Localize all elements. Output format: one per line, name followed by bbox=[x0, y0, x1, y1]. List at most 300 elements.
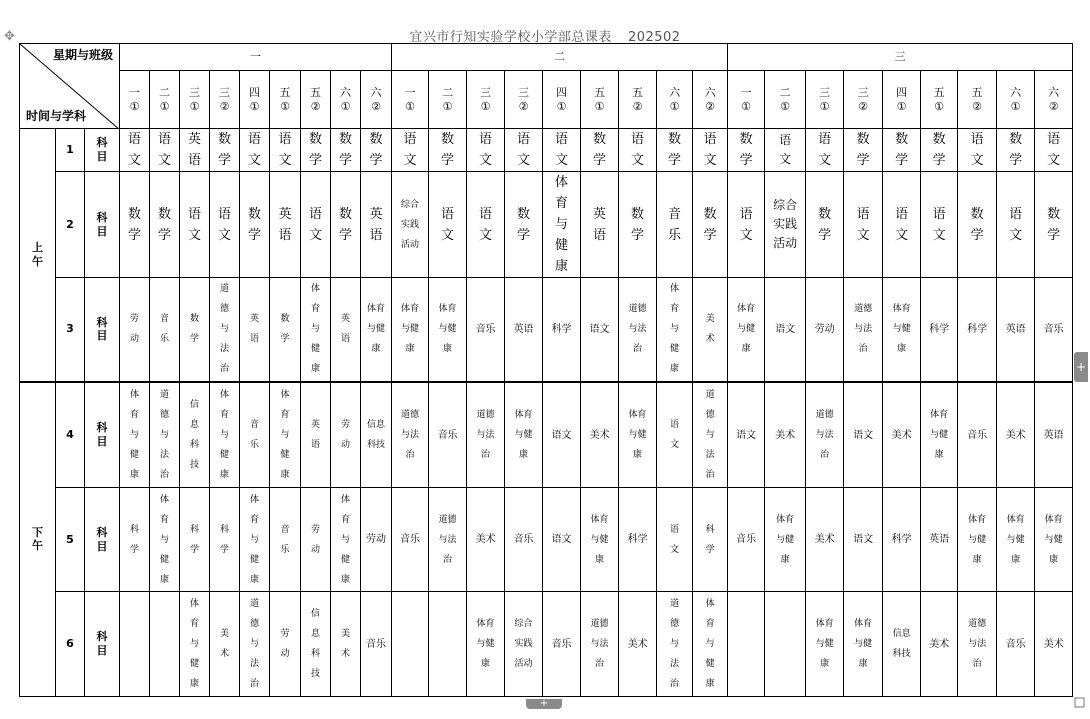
corner-bottom-label: 时间与学科 bbox=[26, 109, 87, 123]
subject-cell[interactable] bbox=[728, 382, 765, 488]
subject-text: 语 文 bbox=[1009, 206, 1023, 243]
subject-text: 道德与法治 bbox=[815, 409, 834, 460]
subject-cell[interactable] bbox=[392, 172, 429, 278]
subject-cell[interactable] bbox=[844, 592, 883, 697]
subject-cell[interactable] bbox=[180, 488, 210, 592]
subject-text: 体育与健康 bbox=[590, 514, 609, 565]
subject-text: 体育与健康 bbox=[930, 409, 949, 460]
subject-cell[interactable] bbox=[467, 278, 505, 382]
subject-cell[interactable] bbox=[240, 488, 270, 592]
subject-cell[interactable] bbox=[429, 382, 467, 488]
subject-text: 语 文 bbox=[1047, 132, 1061, 168]
subject-text: 数 学 bbox=[190, 314, 200, 345]
class-grade: 五 bbox=[971, 85, 983, 99]
subject-cell[interactable] bbox=[958, 592, 997, 697]
class-grade: 二 bbox=[159, 85, 171, 99]
day-header: 一 bbox=[120, 44, 392, 71]
class-number: ② bbox=[858, 99, 869, 113]
subject-text: 语文 bbox=[551, 534, 572, 546]
subject-cell[interactable] bbox=[120, 129, 150, 172]
class-number: ① bbox=[442, 99, 453, 113]
subject-text: 信 息 科 技 bbox=[190, 399, 200, 470]
subject-text: 道 德 与 法 治 bbox=[705, 389, 715, 480]
subject-text: 语 文 bbox=[670, 524, 680, 555]
subject-cell[interactable] bbox=[270, 382, 301, 488]
subject-cell[interactable] bbox=[806, 278, 844, 382]
subject-text: 美 术 bbox=[705, 314, 715, 345]
subject-text: 数 学 bbox=[339, 132, 353, 168]
subject-cell[interactable] bbox=[844, 382, 883, 488]
period-row bbox=[20, 278, 1073, 382]
subject-text: 体育与健康 bbox=[438, 304, 457, 355]
subject-cell[interactable] bbox=[958, 488, 997, 592]
subject-cell[interactable] bbox=[883, 129, 921, 172]
subject-text: 美术 bbox=[589, 429, 610, 441]
subject-cell[interactable] bbox=[270, 278, 301, 382]
subject-cell[interactable] bbox=[728, 592, 765, 697]
subject-text: 道 德 与 法 治 bbox=[250, 599, 260, 689]
subject-cell[interactable] bbox=[210, 488, 240, 592]
subject-text: 科 学 bbox=[705, 524, 715, 555]
subject-text: 数 学 bbox=[1009, 132, 1023, 168]
subject-text: 数 学 bbox=[703, 206, 717, 243]
subject-text: 英语 bbox=[1005, 324, 1026, 335]
subject-cell[interactable] bbox=[505, 129, 543, 172]
subject-cell[interactable] bbox=[240, 592, 270, 697]
subject-cell[interactable] bbox=[429, 592, 467, 697]
subject-text: 英 语 bbox=[278, 206, 292, 243]
subject-text: 体育与健康 bbox=[892, 304, 911, 355]
class-number: ② bbox=[705, 99, 716, 113]
subject-text: 语 文 bbox=[670, 419, 680, 450]
subject-cell[interactable] bbox=[619, 592, 657, 697]
subject-cell[interactable] bbox=[361, 172, 392, 278]
subject-cell[interactable] bbox=[210, 172, 240, 278]
subject-text: 英语 bbox=[513, 324, 534, 335]
subject-cell[interactable] bbox=[581, 488, 619, 592]
subject-cell[interactable] bbox=[1035, 278, 1073, 382]
subject-text: 语 文 bbox=[158, 132, 172, 168]
add-row-icon[interactable]: + bbox=[526, 699, 562, 709]
subject-text: 数 学 bbox=[369, 132, 383, 168]
subject-cell[interactable] bbox=[210, 129, 240, 172]
subject-cell[interactable] bbox=[392, 488, 429, 592]
subject-text: 体 育 与 健 康 bbox=[705, 599, 715, 689]
subject-text: 科 学 bbox=[130, 524, 140, 555]
subject-text: 数 学 bbox=[739, 132, 753, 168]
subject-text: 科学 bbox=[891, 534, 912, 546]
subject-cell[interactable] bbox=[331, 592, 361, 697]
subject-cell[interactable] bbox=[806, 129, 844, 172]
subject-cell[interactable] bbox=[210, 382, 240, 488]
class-header bbox=[270, 71, 301, 129]
subject-cell[interactable] bbox=[619, 382, 657, 488]
subject-cell[interactable] bbox=[765, 382, 806, 488]
subject-text: 道德与法治 bbox=[401, 409, 420, 460]
subject-cell[interactable] bbox=[1035, 382, 1073, 488]
subject-text: 体育与健康 bbox=[815, 619, 834, 669]
subject-cell[interactable] bbox=[1035, 488, 1073, 592]
subject-cell[interactable] bbox=[240, 278, 270, 382]
subject-cell[interactable] bbox=[765, 488, 806, 592]
subject-cell[interactable] bbox=[361, 382, 392, 488]
subject-cell[interactable] bbox=[657, 592, 693, 697]
subject-cell[interactable] bbox=[240, 382, 270, 488]
subject-text: 劳动 bbox=[814, 324, 835, 335]
subject-cell[interactable] bbox=[693, 129, 728, 172]
subject-text: 语 文 bbox=[309, 206, 323, 243]
subject-cell[interactable] bbox=[997, 129, 1035, 172]
subject-cell[interactable] bbox=[120, 592, 150, 697]
subject-text: 综合 实践 活动 bbox=[401, 199, 420, 250]
subject-text: 道 德 与 法 治 bbox=[160, 389, 170, 480]
subject-cell[interactable] bbox=[806, 382, 844, 488]
subject-text: 语文 bbox=[551, 429, 572, 441]
class-grade: 一 bbox=[129, 85, 141, 99]
class-number: ① bbox=[159, 99, 170, 113]
subject-cell[interactable] bbox=[210, 592, 240, 697]
subject-text: 体育与健康 bbox=[401, 304, 420, 355]
class-header bbox=[958, 71, 997, 129]
subject-cell[interactable] bbox=[1035, 592, 1073, 697]
class-grade: 一 bbox=[404, 85, 416, 99]
subject-cell[interactable] bbox=[958, 129, 997, 172]
subject-cell[interactable] bbox=[331, 129, 361, 172]
subject-cell[interactable] bbox=[997, 488, 1035, 592]
subject-cell[interactable] bbox=[619, 278, 657, 382]
subject-cell[interactable] bbox=[467, 172, 505, 278]
class-grade: 六 bbox=[1048, 85, 1060, 99]
subject-text: 数 学 bbox=[517, 206, 531, 243]
subject-text: 劳动 bbox=[366, 534, 387, 546]
subject-text: 科学 bbox=[929, 324, 950, 335]
subject-cell[interactable] bbox=[806, 172, 844, 278]
subject-cell[interactable] bbox=[581, 172, 619, 278]
subject-cell[interactable] bbox=[921, 592, 958, 697]
class-number: ① bbox=[480, 99, 491, 113]
class-number: ② bbox=[632, 99, 643, 113]
subject-cell[interactable] bbox=[301, 488, 331, 592]
subject-text: 数 学 bbox=[339, 206, 353, 243]
subject-text: 体育与健康 bbox=[514, 409, 533, 460]
class-grade: 六 bbox=[669, 85, 681, 99]
class-grade: 二 bbox=[779, 85, 791, 99]
subject-cell[interactable] bbox=[844, 278, 883, 382]
subject-cell[interactable] bbox=[657, 488, 693, 592]
class-grade: 六 bbox=[340, 85, 352, 99]
class-header bbox=[210, 71, 240, 129]
subject-cell[interactable] bbox=[958, 172, 997, 278]
class-header bbox=[429, 71, 467, 129]
subject-cell[interactable] bbox=[693, 278, 728, 382]
period-label: 科 目 bbox=[85, 488, 120, 592]
class-number: ① bbox=[741, 99, 752, 113]
subject-text: 美术 bbox=[814, 534, 835, 546]
subject-text: 音乐 bbox=[475, 324, 496, 335]
subject-text: 语 文 bbox=[932, 206, 946, 243]
class-header bbox=[361, 71, 392, 129]
subject-text: 音 乐 bbox=[250, 419, 260, 450]
subject-cell[interactable] bbox=[958, 382, 997, 488]
subject-text: 数 学 bbox=[248, 206, 262, 243]
subject-cell[interactable] bbox=[270, 172, 301, 278]
subject-cell[interactable] bbox=[361, 592, 392, 697]
period-number: 6 bbox=[56, 592, 85, 697]
subject-cell[interactable] bbox=[765, 592, 806, 697]
subject-cell[interactable] bbox=[361, 488, 392, 592]
subject-text: 美术 bbox=[475, 534, 496, 546]
subject-text: 体 育 与 健 康 bbox=[130, 389, 140, 480]
subject-cell[interactable] bbox=[728, 488, 765, 592]
subject-cell[interactable] bbox=[997, 382, 1035, 488]
subject-cell[interactable] bbox=[657, 382, 693, 488]
class-grade: 五 bbox=[632, 85, 644, 99]
subject-text: 音乐 bbox=[366, 638, 387, 650]
subject-cell[interactable] bbox=[581, 278, 619, 382]
subject-cell[interactable] bbox=[150, 172, 180, 278]
subject-cell[interactable] bbox=[728, 278, 765, 382]
subject-cell[interactable] bbox=[765, 278, 806, 382]
subject-cell[interactable] bbox=[1035, 172, 1073, 278]
subject-text: 音 乐 bbox=[280, 524, 290, 555]
subject-cell[interactable] bbox=[331, 278, 361, 382]
subject-cell[interactable] bbox=[331, 172, 361, 278]
subject-cell[interactable] bbox=[120, 278, 150, 382]
class-number: ① bbox=[280, 99, 290, 113]
subject-cell[interactable] bbox=[883, 592, 921, 697]
subject-cell[interactable] bbox=[180, 278, 210, 382]
subject-text: 数 学 bbox=[280, 314, 290, 345]
subject-text: 数 学 bbox=[856, 132, 870, 168]
subject-cell[interactable] bbox=[657, 172, 693, 278]
subject-text: 数 学 bbox=[441, 132, 455, 168]
subject-cell[interactable] bbox=[429, 129, 467, 172]
subject-text: 语文 bbox=[853, 429, 874, 441]
class-number: ① bbox=[1010, 99, 1021, 113]
subject-cell[interactable] bbox=[301, 278, 331, 382]
subject-cell[interactable] bbox=[392, 382, 429, 488]
subject-cell[interactable] bbox=[150, 382, 180, 488]
title-date: 202502 bbox=[627, 30, 681, 45]
subject-cell[interactable] bbox=[619, 488, 657, 592]
subject-cell[interactable] bbox=[361, 278, 392, 382]
add-column-icon[interactable]: + bbox=[1074, 352, 1088, 382]
subject-cell[interactable] bbox=[429, 172, 467, 278]
subject-text: 美术 bbox=[627, 638, 648, 650]
subject-cell[interactable] bbox=[505, 592, 543, 697]
subject-text: 数 学 bbox=[970, 206, 984, 243]
subject-cell[interactable] bbox=[1035, 129, 1073, 172]
subject-text: 美术 bbox=[891, 429, 912, 441]
subject-text: 体 育 与 健 康 bbox=[555, 175, 569, 274]
subject-text: 美术 bbox=[1043, 638, 1064, 650]
subject-cell[interactable] bbox=[467, 382, 505, 488]
period-label: 科 目 bbox=[85, 278, 120, 382]
subject-text: 道 德 与 法 治 bbox=[670, 599, 680, 689]
subject-cell[interactable] bbox=[270, 592, 301, 697]
header-row-days bbox=[20, 44, 1073, 71]
subject-cell[interactable] bbox=[921, 129, 958, 172]
subject-cell[interactable] bbox=[301, 592, 331, 697]
subject-text: 语 文 bbox=[128, 132, 142, 168]
subject-cell[interactable] bbox=[619, 172, 657, 278]
subject-text: 语 文 bbox=[895, 206, 909, 243]
subject-cell[interactable] bbox=[392, 129, 429, 172]
subject-cell[interactable] bbox=[997, 592, 1035, 697]
subject-text: 体 育 与 健 康 bbox=[220, 389, 230, 480]
subject-cell[interactable] bbox=[392, 278, 429, 382]
class-number: ① bbox=[249, 99, 260, 113]
class-number: ① bbox=[556, 99, 567, 113]
subject-cell[interactable] bbox=[765, 129, 806, 172]
subject-cell[interactable] bbox=[997, 172, 1035, 278]
subject-text: 语 文 bbox=[779, 133, 792, 166]
subject-cell[interactable] bbox=[150, 488, 180, 592]
subject-cell[interactable] bbox=[150, 592, 180, 697]
subject-cell[interactable] bbox=[543, 278, 581, 382]
half-day-label: 下 午 bbox=[20, 382, 56, 697]
subject-text: 综合实践活动 bbox=[514, 619, 533, 669]
subject-cell[interactable] bbox=[657, 129, 693, 172]
subject-text: 语 文 bbox=[248, 132, 262, 168]
subject-cell[interactable] bbox=[883, 488, 921, 592]
subject-cell[interactable] bbox=[301, 172, 331, 278]
subject-cell[interactable] bbox=[210, 278, 240, 382]
subject-cell[interactable] bbox=[543, 488, 581, 592]
subject-cell[interactable] bbox=[180, 172, 210, 278]
subject-cell[interactable] bbox=[467, 592, 505, 697]
day-header: 二 bbox=[392, 44, 728, 71]
class-header bbox=[693, 71, 728, 129]
table-move-handle-icon[interactable]: ✥ bbox=[4, 29, 15, 44]
subject-text: 美术 bbox=[775, 429, 796, 441]
subject-cell[interactable] bbox=[581, 592, 619, 697]
subject-cell[interactable] bbox=[505, 488, 543, 592]
subject-cell[interactable] bbox=[180, 592, 210, 697]
timetable bbox=[19, 43, 1073, 697]
subject-text: 综合 实践 活动 bbox=[773, 198, 798, 250]
subject-cell[interactable] bbox=[467, 129, 505, 172]
subject-cell[interactable] bbox=[657, 278, 693, 382]
subject-cell[interactable] bbox=[301, 382, 331, 488]
subject-cell[interactable] bbox=[543, 129, 581, 172]
subject-cell[interactable] bbox=[120, 382, 150, 488]
subject-text: 美 术 bbox=[220, 629, 230, 659]
subject-text: 科学 bbox=[551, 324, 572, 335]
subject-text: 英 语 bbox=[341, 314, 351, 345]
subject-cell[interactable] bbox=[543, 172, 581, 278]
subject-cell[interactable] bbox=[806, 488, 844, 592]
subject-text: 体育与健康 bbox=[367, 304, 386, 355]
subject-cell[interactable] bbox=[543, 382, 581, 488]
subject-cell[interactable] bbox=[180, 382, 210, 488]
class-grade: 六 bbox=[704, 85, 716, 99]
subject-cell[interactable] bbox=[331, 382, 361, 488]
subject-cell[interactable] bbox=[240, 172, 270, 278]
subject-cell[interactable] bbox=[693, 488, 728, 592]
subject-cell[interactable] bbox=[120, 172, 150, 278]
subject-cell[interactable] bbox=[728, 129, 765, 172]
subject-cell[interactable] bbox=[331, 488, 361, 592]
subject-cell[interactable] bbox=[997, 278, 1035, 382]
subject-cell[interactable] bbox=[467, 488, 505, 592]
subject-text: 音乐 bbox=[400, 534, 421, 546]
subject-cell[interactable] bbox=[883, 382, 921, 488]
subject-cell[interactable] bbox=[693, 592, 728, 697]
subject-cell[interactable] bbox=[921, 488, 958, 592]
subject-cell[interactable] bbox=[958, 278, 997, 382]
subject-text: 英语 bbox=[929, 534, 950, 546]
subject-text: 科学 bbox=[627, 534, 648, 546]
subject-text: 音乐 bbox=[736, 534, 757, 546]
period-number: 1 bbox=[56, 129, 85, 172]
subject-text: 语 文 bbox=[856, 206, 870, 243]
class-number: ① bbox=[129, 99, 140, 113]
subject-cell[interactable] bbox=[883, 278, 921, 382]
subject-text: 英 语 bbox=[593, 206, 607, 243]
subject-cell[interactable] bbox=[693, 172, 728, 278]
subject-cell[interactable] bbox=[844, 488, 883, 592]
class-number: ② bbox=[972, 99, 983, 113]
subject-text: 体 育 与 健 康 bbox=[250, 494, 260, 585]
subject-text: 英语 bbox=[1043, 429, 1064, 441]
subject-cell[interactable] bbox=[505, 278, 543, 382]
subject-cell[interactable] bbox=[270, 129, 301, 172]
class-number: ① bbox=[594, 99, 605, 113]
subject-cell[interactable] bbox=[619, 129, 657, 172]
subject-text: 语 文 bbox=[703, 132, 717, 168]
subject-cell[interactable] bbox=[883, 172, 921, 278]
subject-cell[interactable] bbox=[150, 278, 180, 382]
subject-cell[interactable] bbox=[921, 382, 958, 488]
subject-cell[interactable] bbox=[505, 382, 543, 488]
class-grade: 三 bbox=[189, 85, 201, 99]
subject-cell[interactable] bbox=[429, 278, 467, 382]
subject-cell[interactable] bbox=[765, 172, 806, 278]
subject-cell[interactable] bbox=[270, 488, 301, 592]
subject-text: 体育与健康 bbox=[476, 619, 495, 669]
subject-cell[interactable] bbox=[120, 488, 150, 592]
subject-text: 美术 bbox=[929, 638, 950, 650]
subject-cell[interactable] bbox=[543, 592, 581, 697]
subject-cell[interactable] bbox=[806, 592, 844, 697]
class-number: ① bbox=[896, 99, 907, 113]
subject-cell[interactable] bbox=[581, 129, 619, 172]
class-header bbox=[467, 71, 505, 129]
subject-cell[interactable] bbox=[361, 129, 392, 172]
subject-cell[interactable] bbox=[240, 129, 270, 172]
subject-cell[interactable] bbox=[921, 278, 958, 382]
subject-cell[interactable] bbox=[921, 172, 958, 278]
subject-text: 体 育 与 健 康 bbox=[341, 494, 351, 585]
subject-cell[interactable] bbox=[581, 382, 619, 488]
subject-cell[interactable] bbox=[693, 382, 728, 488]
subject-cell[interactable] bbox=[728, 172, 765, 278]
subject-text: 道 德 与 法 治 bbox=[220, 284, 230, 375]
subject-cell[interactable] bbox=[429, 488, 467, 592]
class-number: ② bbox=[219, 99, 230, 113]
subject-cell[interactable] bbox=[505, 172, 543, 278]
subject-cell[interactable] bbox=[301, 129, 331, 172]
subject-cell[interactable] bbox=[180, 129, 210, 172]
resize-handle-icon[interactable] bbox=[1074, 697, 1086, 709]
subject-text: 数 学 bbox=[895, 132, 909, 168]
subject-cell[interactable] bbox=[392, 592, 429, 697]
subject-cell[interactable] bbox=[844, 129, 883, 172]
subject-text: 体育与健康 bbox=[854, 619, 873, 669]
subject-cell[interactable] bbox=[844, 172, 883, 278]
subject-cell[interactable] bbox=[150, 129, 180, 172]
